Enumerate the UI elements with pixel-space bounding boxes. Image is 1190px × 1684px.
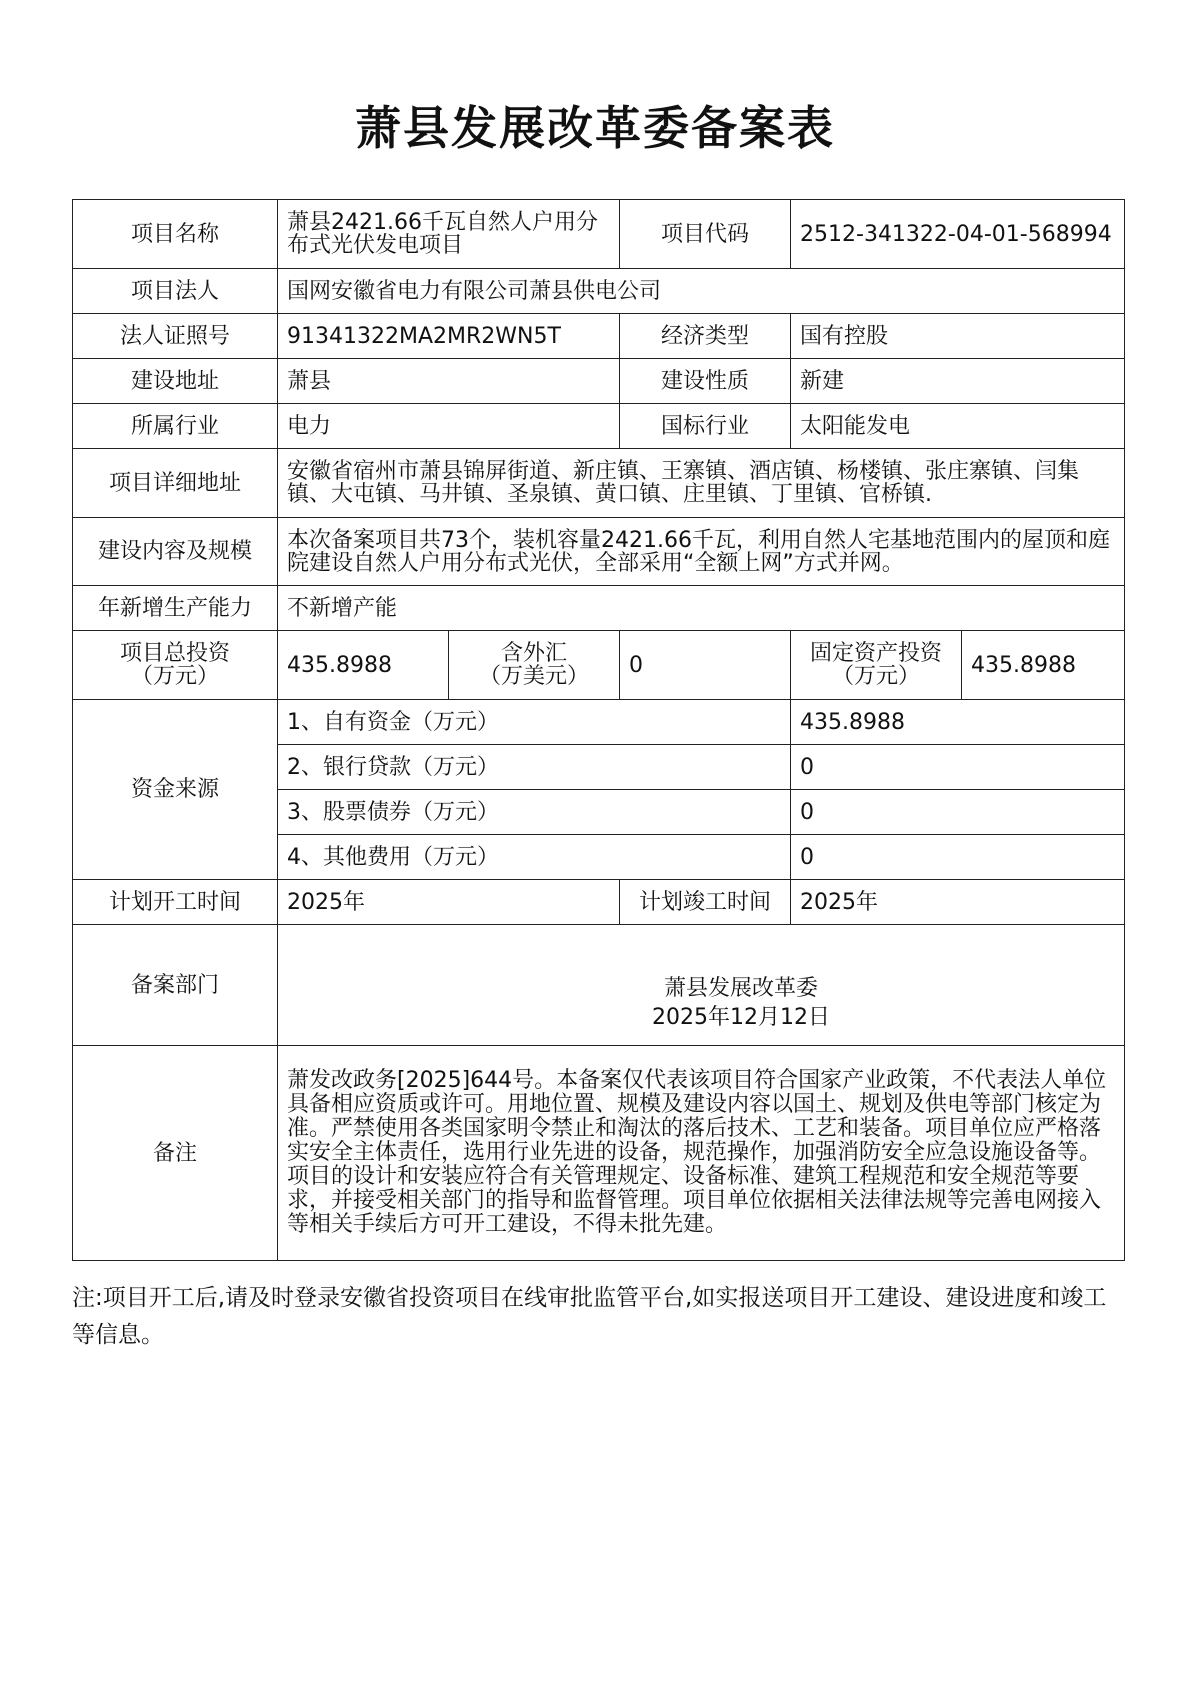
funding-item-value: 435.8988 bbox=[791, 700, 1125, 745]
foreign-label-line2: （万美元） bbox=[479, 664, 590, 689]
footer-note: 注:项目开工后,请及时登录安徽省投资项目在线审批监管平台,如实报送项目开工建设、建设进度和竣工等信息。 bbox=[72, 1285, 1107, 1348]
total-invest-label-line1: 项目总投资 bbox=[119, 641, 230, 666]
row-project-name bbox=[73, 200, 1125, 269]
row-license bbox=[73, 314, 1125, 359]
total-invest-value: 435.8988 bbox=[278, 631, 449, 700]
site-value: 萧县 bbox=[278, 359, 620, 404]
content-value: 本次备案项目共73个，装机容量2421.66千瓦，利用自然人宅基地范围内的屋顶和庭院建设自然人户用分布式光伏，全部采用“全额上网”方式并网。 bbox=[278, 518, 1125, 586]
row-capacity bbox=[73, 586, 1125, 631]
fixed-invest-label-line2: （万元） bbox=[832, 664, 921, 689]
row-industry bbox=[73, 404, 1125, 449]
start-label: 计划开工时间 bbox=[73, 880, 278, 925]
legal-person-value: 国网安徽省电力有限公司萧县供电公司 bbox=[278, 269, 1125, 314]
funding-item-value: 0 bbox=[791, 835, 1125, 880]
funding-item-label: 1、自有资金（万元） bbox=[278, 700, 791, 745]
funding-label: 资金来源 bbox=[73, 700, 278, 880]
row-legal-person bbox=[73, 269, 1125, 314]
dept-value bbox=[278, 925, 1125, 1046]
foreign-label-line1: 含外汇 bbox=[501, 641, 568, 666]
project-name-label: 项目名称 bbox=[73, 200, 278, 269]
total-invest-label-line2: （万元） bbox=[130, 664, 219, 689]
capacity-label: 年新增生产能力 bbox=[73, 586, 278, 631]
national-industry-label: 国标行业 bbox=[620, 404, 791, 449]
fixed-invest-label bbox=[791, 631, 962, 700]
row-schedule bbox=[73, 880, 1125, 925]
fixed-invest-label-line1: 固定资产投资 bbox=[810, 641, 943, 666]
row-remark bbox=[73, 1046, 1125, 1261]
funding-item-value: 0 bbox=[791, 790, 1125, 835]
detail-address-label: 项目详细地址 bbox=[73, 449, 278, 518]
funding-item-label: 2、银行贷款（万元） bbox=[278, 745, 791, 790]
start-value: 2025年 bbox=[278, 880, 620, 925]
content-label: 建设内容及规模 bbox=[73, 518, 278, 586]
legal-person-label: 项目法人 bbox=[73, 269, 278, 314]
dept-date: 2025年12月12日 bbox=[652, 1005, 830, 1030]
foreign-label bbox=[449, 631, 620, 700]
site-label: 建设地址 bbox=[73, 359, 278, 404]
row-funding-1 bbox=[73, 700, 1125, 745]
end-label: 计划竣工时间 bbox=[620, 880, 791, 925]
nature-label: 建设性质 bbox=[620, 359, 791, 404]
filing-table bbox=[72, 199, 1125, 1261]
foreign-value: 0 bbox=[620, 631, 791, 700]
funding-item-label: 4、其他费用（万元） bbox=[278, 835, 791, 880]
national-industry-value: 太阳能发电 bbox=[791, 404, 1125, 449]
license-label: 法人证照号 bbox=[73, 314, 278, 359]
nature-value: 新建 bbox=[791, 359, 1125, 404]
capacity-value: 不新增产能 bbox=[278, 586, 1125, 631]
industry-value: 电力 bbox=[278, 404, 620, 449]
dept-label: 备案部门 bbox=[73, 925, 278, 1046]
industry-label: 所属行业 bbox=[73, 404, 278, 449]
end-value: 2025年 bbox=[791, 880, 1125, 925]
row-site bbox=[73, 359, 1125, 404]
document-title: 萧县发展改革委备案表 bbox=[355, 101, 835, 155]
total-invest-label bbox=[73, 631, 278, 700]
remark-label: 备注 bbox=[73, 1046, 278, 1261]
row-detail-address bbox=[73, 449, 1125, 518]
economic-type-label: 经济类型 bbox=[620, 314, 791, 359]
fixed-invest-value: 435.8988 bbox=[962, 631, 1125, 700]
project-code-value: 2512-341322-04-01-568994 bbox=[791, 200, 1125, 269]
project-code-label: 项目代码 bbox=[620, 200, 791, 269]
project-name-value: 萧县2421.66千瓦自然人户用分布式光伏发电项目 bbox=[278, 200, 620, 269]
detail-address-value: 安徽省宿州市萧县锦屏街道、新庄镇、王寨镇、酒店镇、杨楼镇、张庄寨镇、闫集镇、大屯镇、马井镇、圣泉镇、黄口镇、庄里镇、丁里镇、官桥镇. bbox=[278, 449, 1125, 518]
economic-type-value: 国有控股 bbox=[791, 314, 1125, 359]
row-investment bbox=[73, 631, 1125, 700]
dept-name: 萧县发展改革委 bbox=[664, 976, 819, 1001]
row-content bbox=[73, 518, 1125, 586]
license-value: 91341322MA2MR2WN5T bbox=[278, 314, 620, 359]
remark-value: 萧发改政务[2025]644号。本备案仅代表该项目符合国家产业政策，不代表法人单位具备相应资质或许可。用地位置、规模及建设内容以国土、规划及供电等部门核定为准。严禁使用各类国家明令禁止和淘汰的落后技术、工艺和装备。项目单位应严格落实安全主体责任，选用行业先进的设备，规范操作，加强消防安全应急设施设备等。项目的设计和安装应符合有关管理规定、设备标准、建筑工程规范和安全规范等要求，并接受相关部门的指导和监督管理。项目单位依据相关法律法规等完善电网接入等相关手续后方可开工建设，不得未批先建。 bbox=[278, 1046, 1125, 1261]
row-dept bbox=[73, 925, 1125, 1046]
funding-item-value: 0 bbox=[791, 745, 1125, 790]
funding-item-label: 3、股票债券（万元） bbox=[278, 790, 791, 835]
